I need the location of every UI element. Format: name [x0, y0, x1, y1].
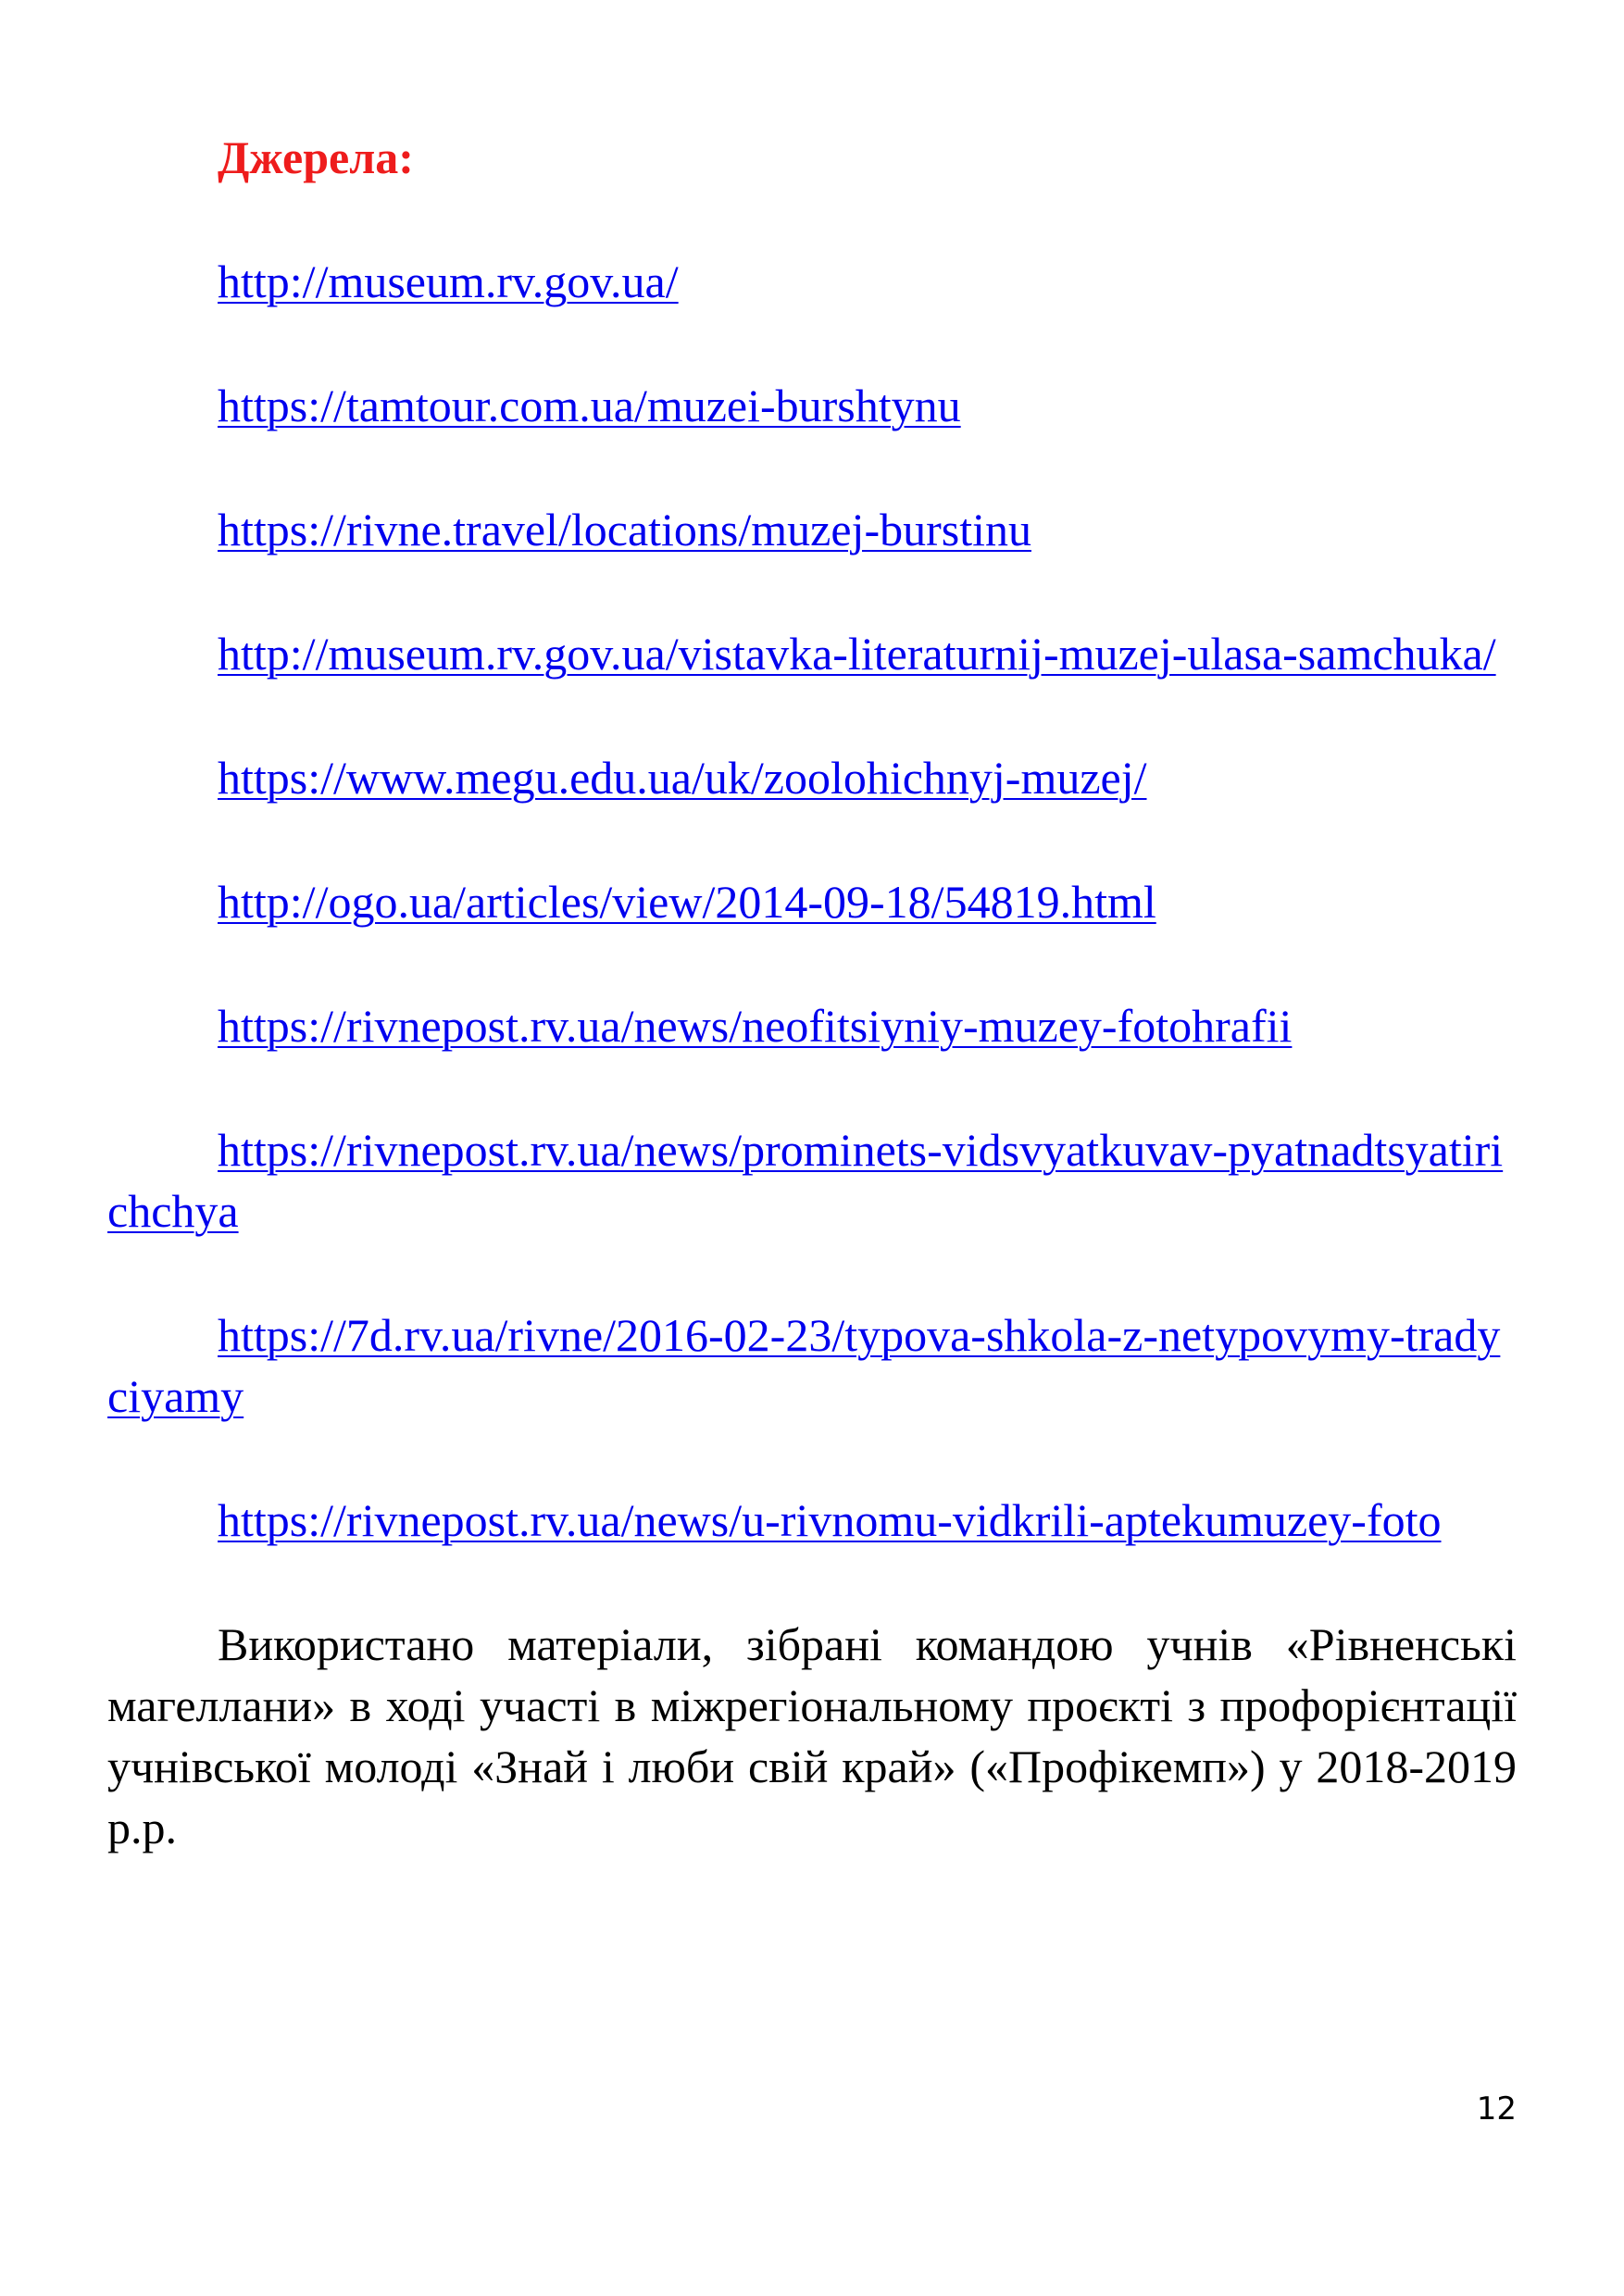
source-item [107, 995, 1517, 1056]
source-link[interactable]: https://www.megu.edu.ua/uk/zoolohichnyj-muzej/ [218, 752, 1147, 804]
source-item [107, 251, 1517, 312]
acknowledgement-paragraph: Використано матеріали, зібрані командою учнів «Рівненські магеллани» в ході участі в міжрегіональному проєкті з профорієнтації учнівської молоді «Знай і люби свій край» («Профікемп») у 2018-2019 р.р. [107, 1618, 1517, 1853]
sources-list [107, 251, 1517, 1551]
page-number: 12 [1476, 2090, 1517, 2128]
source-item [107, 1119, 1517, 1242]
source-link[interactable]: https://rivnepost.rv.ua/news/neofitsiyniy-muzey-fotohrafii [218, 1000, 1293, 1052]
source-link[interactable]: http://ogo.ua/articles/view/2014-09-18/54819.html [218, 876, 1156, 928]
source-link[interactable]: https://rivnepost.rv.ua/news/prominets-vidsvyatkuvav-pyatnadtsyatirichchya [107, 1124, 1504, 1237]
source-item [107, 1304, 1517, 1427]
source-link[interactable]: https://tamtour.com.ua/muzei-burshtynu [218, 380, 961, 431]
sources-heading: Джерела: [218, 131, 414, 183]
source-item [107, 375, 1517, 436]
source-item [107, 747, 1517, 808]
source-link[interactable]: https://7d.rv.ua/rivne/2016-02-23/typova-shkola-z-netypovymy-tradyciyamy [107, 1309, 1501, 1422]
source-link[interactable]: https://rivne.travel/locations/muzej-burstinu [218, 504, 1031, 555]
source-link[interactable]: http://museum.rv.gov.ua/vistavka-literaturnij-muzej-ulasa-samchuka/ [218, 628, 1496, 680]
source-item [107, 623, 1517, 684]
source-item [107, 1490, 1517, 1551]
source-item [107, 499, 1517, 560]
source-link[interactable]: http://museum.rv.gov.ua/ [218, 256, 679, 307]
source-item [107, 871, 1517, 932]
source-link[interactable]: https://rivnepost.rv.ua/news/u-rivnomu-vidkrili-aptekumuzey-foto [218, 1494, 1442, 1546]
